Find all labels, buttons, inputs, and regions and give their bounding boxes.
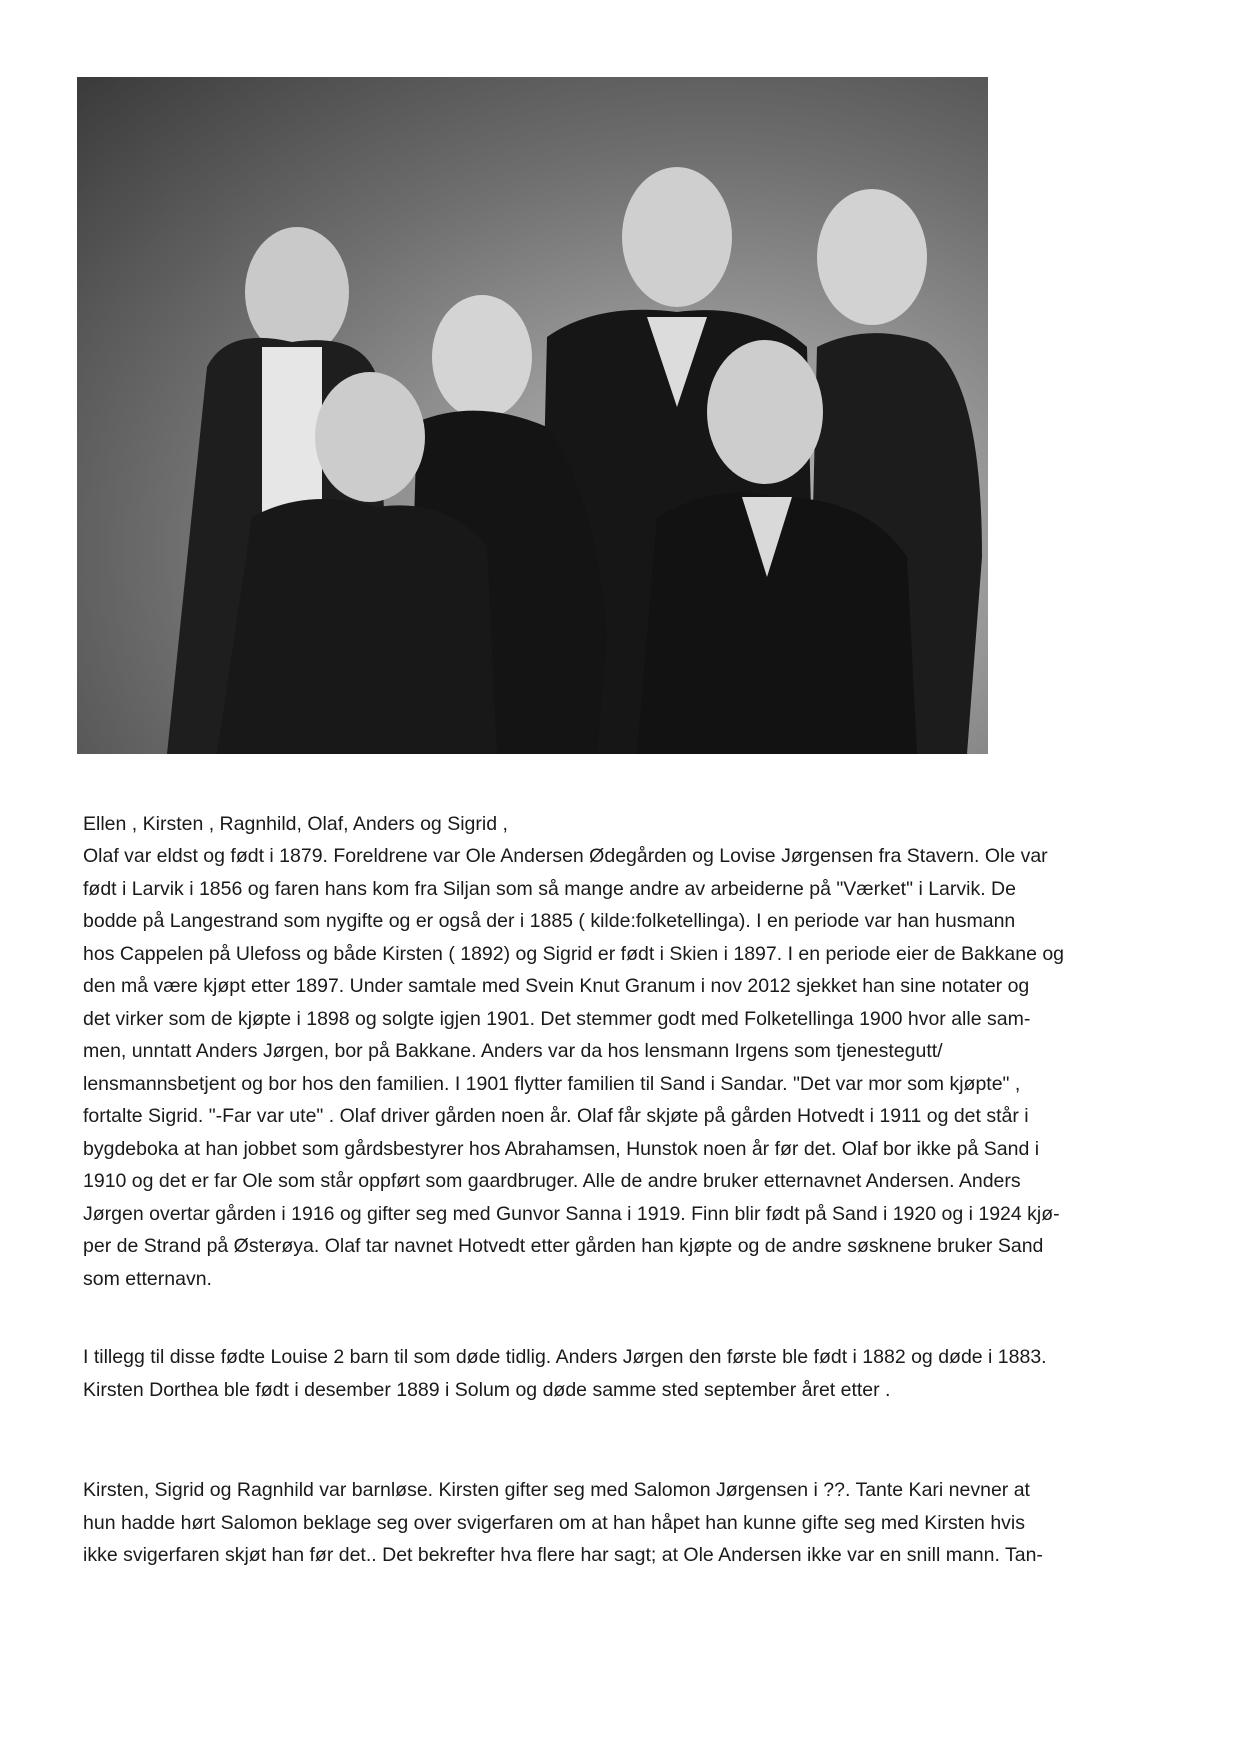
paragraph-3: [83, 1474, 1143, 1572]
text-line: som etternavn.: [83, 1267, 212, 1290]
text-line: fortalte Sigrid. "-Far var ute" . Olaf driver gården noen år. Olaf får skjøte på gården Hotvedt i 1911 og det står i: [83, 1105, 1029, 1127]
text-line: født i Larvik i 1856 og faren hans kom fra Siljan som så mange andre av arbeiderne på "Værket" i Larvik. De: [83, 877, 1016, 900]
caption-line: Ellen , Kirsten , Ragnhild, Olaf, Anders og Sigrid ,: [83, 813, 508, 835]
text-line: det virker som de kjøpte i 1898 og solgte igjen 1901. Det stemmer godt med Folketellinga 1900 hvor alle sam-: [83, 1007, 1031, 1030]
family-portrait-photo-icon: [77, 77, 988, 754]
text-line: Olaf var eldst og født i 1879. Foreldrene var Ole Andersen Ødegården og Lovise Jørgensen fra Stavern. Ole var: [83, 845, 1048, 867]
photo-caption: [83, 808, 1143, 841]
text-line: hos Cappelen på Ulefoss og både Kirsten ( 1892) og Sigrid er født i Skien i 1897. I en periode eier de Bakkane og: [83, 942, 1065, 965]
text-line: Kirsten, Sigrid og Ragnhild var barnløse. Kirsten gifter seg med Salomon Jørgensen i ??. Tante Kari nevner at: [83, 1479, 1030, 1501]
paragraph-2: [83, 1341, 1143, 1406]
text-line: bygdeboka at han jobbet som gårdsbestyrer hos Abrahamsen, Hunstok noen år før det. Olaf bor ikke på Sand i: [83, 1137, 1040, 1160]
text-line: bodde på Langestrand som nygifte og er også der i 1885 ( kilde:folketellinga). I en periode var han husmann: [83, 910, 1016, 932]
text-line: ikke svigerfaren skjøt han før det.. Det bekrefter hva flere har sagt; at Ole Andersen ikke var en snill mann. Tan-: [83, 1544, 1043, 1566]
text-line: 1910 og det er far Ole som står oppført som gaardbruger. Alle de andre bruker etternavnet Andersen. Anders: [83, 1170, 1021, 1192]
text-line: I tillegg til disse fødte Louise 2 barn til som døde tidlig. Anders Jørgen den første ble født i 1882 og døde i 1883.: [83, 1346, 1047, 1368]
paragraph-1: [83, 840, 1143, 1295]
text-line: den må være kjøpt etter 1897. Under samtale med Svein Knut Granum i nov 2012 sjekket han sine notater og: [83, 975, 1030, 997]
text-line: hun hadde hørt Salomon beklage seg over svigerfaren om at han håpet han kunne gifte seg med Kirsten hvis: [83, 1511, 1025, 1534]
text-line: Kirsten Dorthea ble født i desember 1889 i Solum og døde samme sted september året etter .: [83, 1378, 891, 1401]
text-line: per de Strand på Østerøya. Olaf tar navnet Hotvedt etter gården han kjøpte og de andre søsknene bruker Sand: [83, 1235, 1044, 1257]
text-line: Jørgen overtar gården i 1916 og gifter seg med Gunvor Sanna i 1919. Finn blir født på Sand i 1920 og i 1924 kjø-: [83, 1202, 1060, 1225]
text-line: lensmannsbetjent og bor hos den familien. I 1901 flytter familien til Sand i Sandar. "Det var mor som kjøpte" ,: [83, 1072, 1021, 1095]
text-line: men, unntatt Anders Jørgen, bor på Bakkane. Anders var da hos lensmann Irgens som tjenestegutt/: [83, 1040, 943, 1062]
